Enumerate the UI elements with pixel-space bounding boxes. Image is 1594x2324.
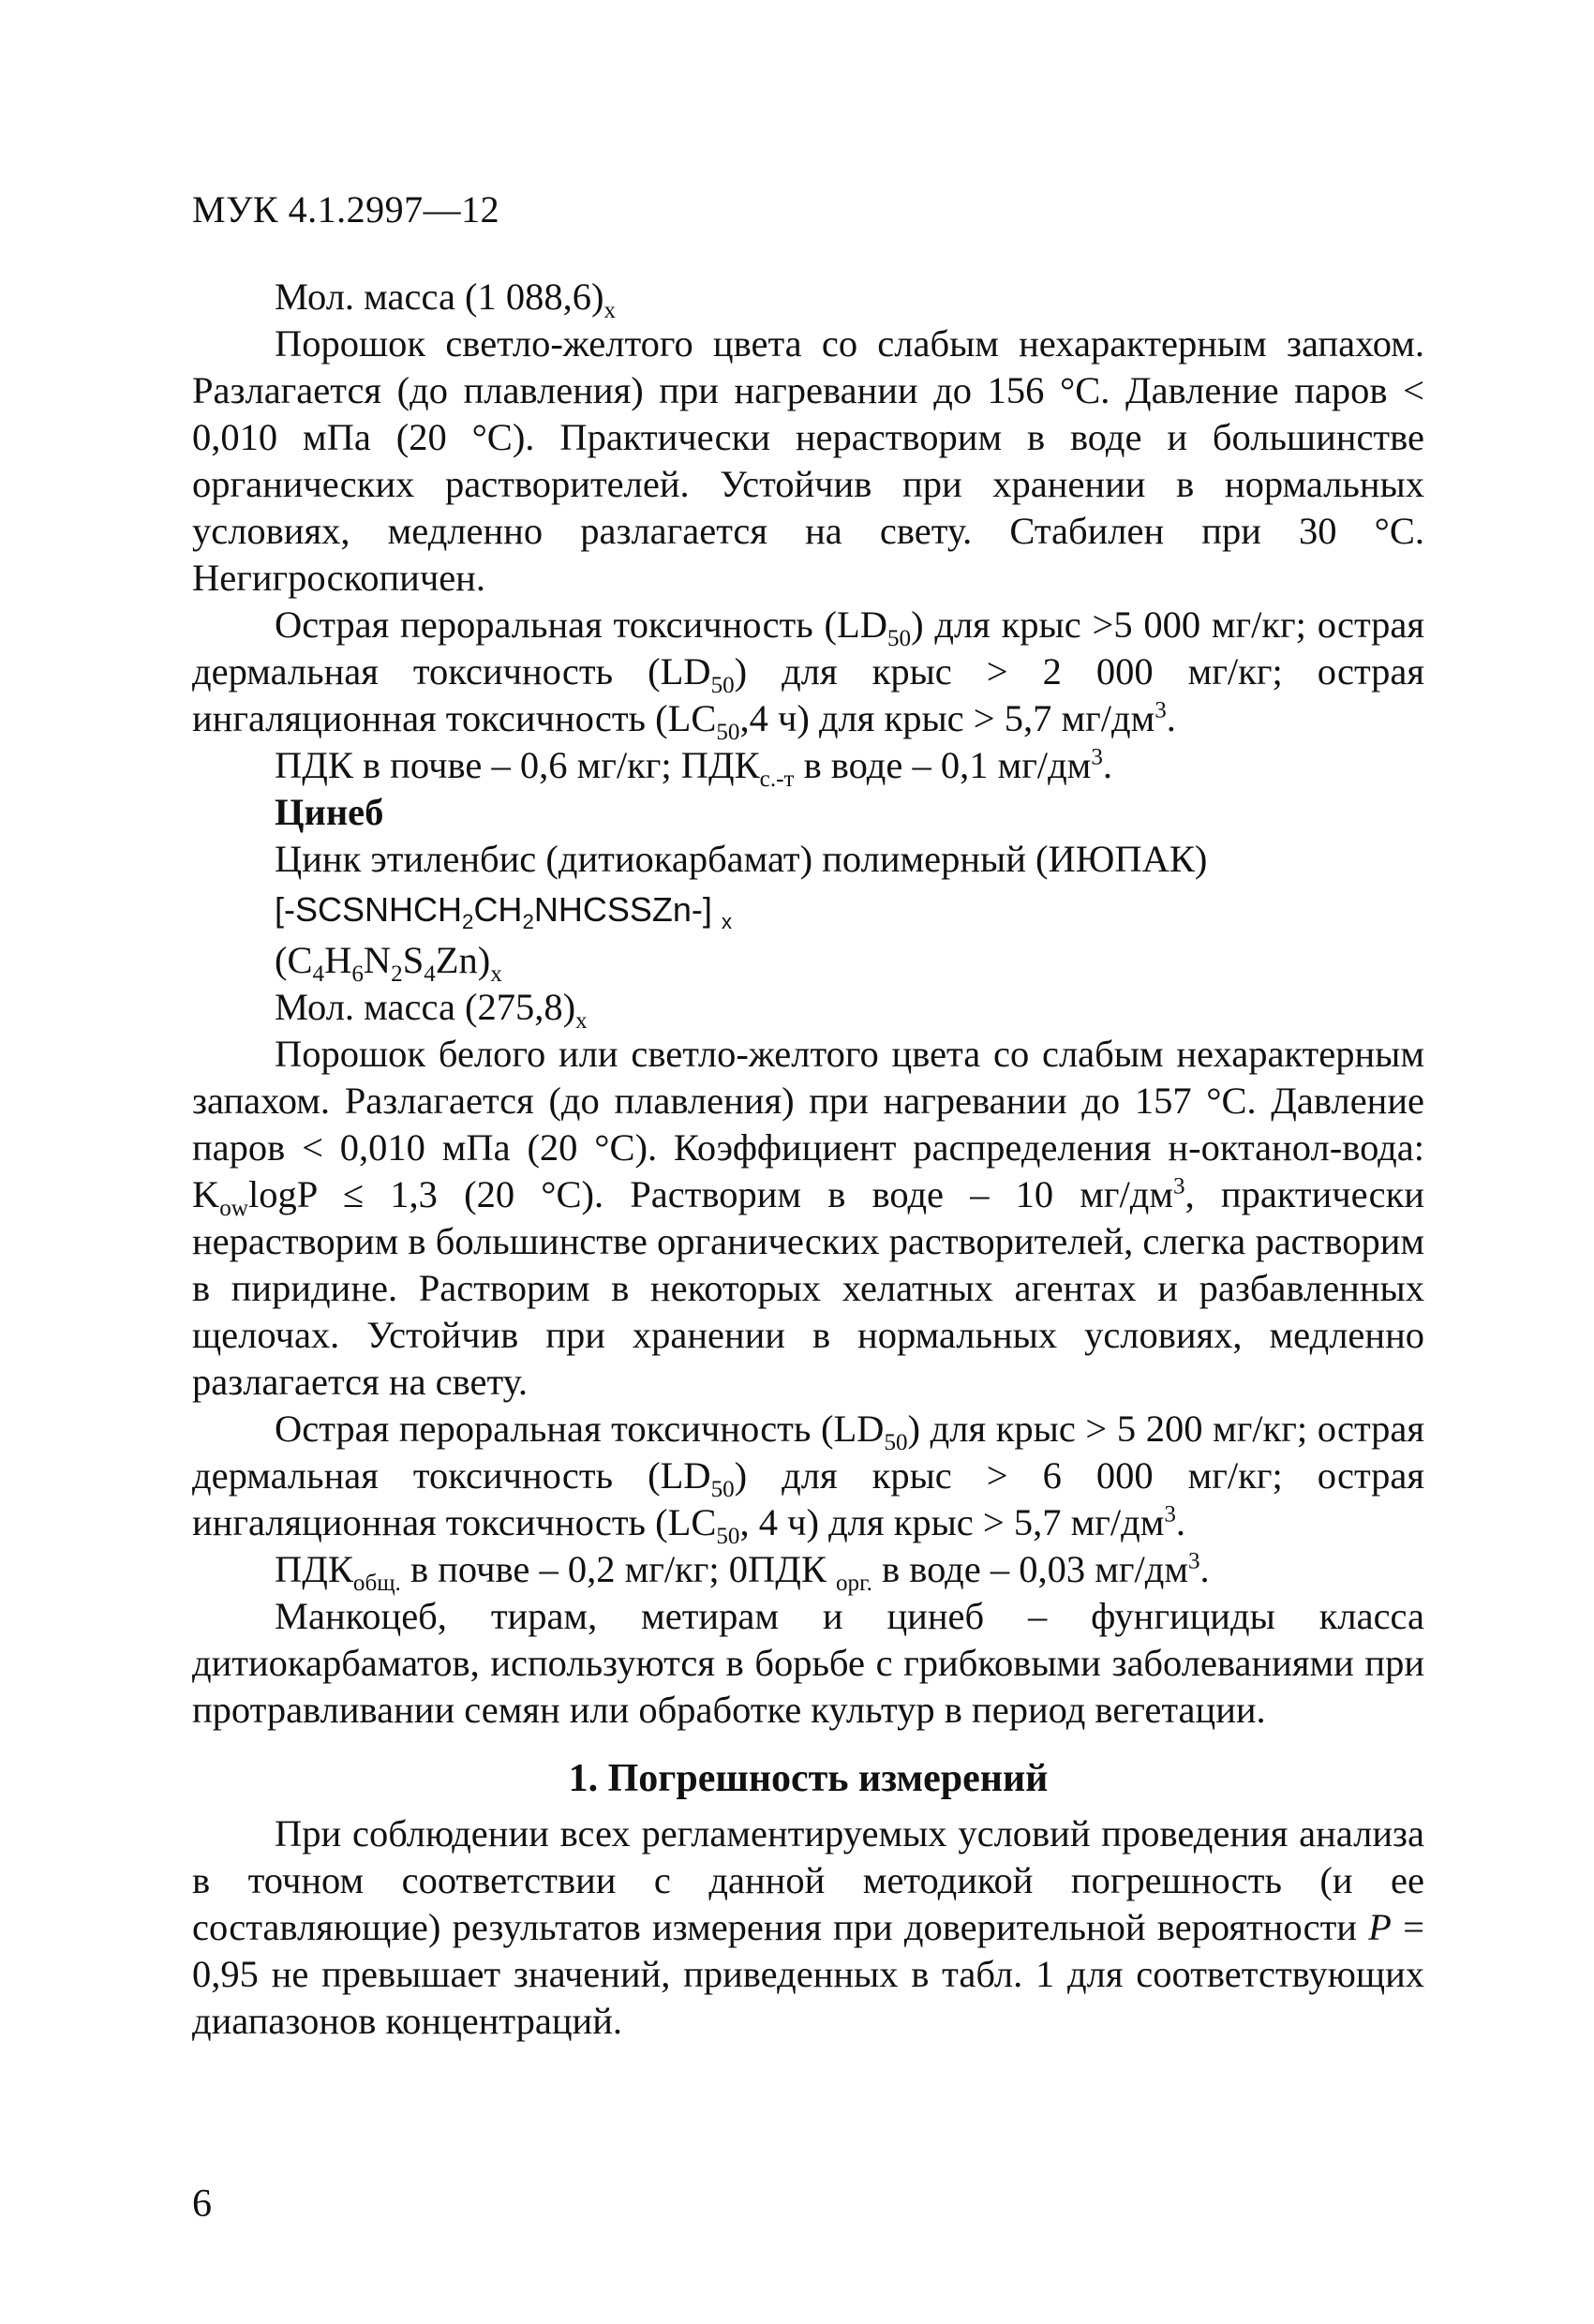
zineb-title: Цинеб [275,791,384,833]
section-paragraph: При соблюдении всех регламентируемых условий проведения анализа в точном соответствии с данной методикой погрешность (и ее составляющие) результатов измерения при доверительной вероятности P = 0,95 не превышает значений, приведенных в табл. 1 для соответствующих диапазонов концентраций. [192,1812,1424,2042]
mol-mass-1: Мол. масса (1 $088,6)_x$ [275,276,617,324]
zineb-structural-formula: $[-SCSNHCH_2CH_2NHCSSZn-]$ $_x$ [275,890,733,934]
zineb-empirical-formula: $(C_4H_6N_2S_4Zn)_x$ [275,939,502,988]
toxicity-paragraph-2: Острая пероральная токсичность $(LD_{50})$ для крыс > 5 200 мг/кг; острая дермальная токсичность $(LD_{50})$ для крыс > 6 000 мг/кг; острая ингаляционная токсичность ($LC_{50}$, 4 ч) для крыс > 5,7 $мг/дм^3$. [192,1408,1425,1550]
document-header: МУК 4.1.2997—12 [192,188,500,231]
description-paragraph-2: Порошок белого или светло-желтого цвета со слабым нехарактерным запахом. Разлагается (до плавления) при нагревании до 157 °С. Давление паров < 0,010 мПа (20 °С). Коэффициент распределения н-октанол-вода: $K_{ow}\log P \le 1,3$ (20 °С). Растворим в воде – 10 $мг/дм^3$, практически нерастворим в большинстве органических растворителей, слегка растворим в пиридине. Растворим в некоторых хелатных агентах и разбавленных щелочах. Устойчив при хранении в нормальных условиях, медленно разлагается на свету. [192,1033,1424,1403]
document-body [192,274,1424,2045]
pdk-paragraph-2: $ПДК_{общ.}$ в почве – 0,2 мг/кг; 0ПДК $_{орг.}$ в воде – 0,03 $мг/дм^3$. [275,1548,1210,1597]
zineb-iupac-name: Цинк этиленбис (дитиокарбамат) полимерный (ИЮПАК) [275,838,1208,880]
summary-paragraph: Манкоцеб, тирам, метирам и цинеб – фунгициды класса дитиокарбаматов, используются в борьбе с грибковыми заболеваниями при протравливании семян или обработке культур в период вегетации. [192,1595,1424,1731]
description-paragraph-1: Порошок светло-желтого цвета со слабым нехарактерным запахом. Разлагается (до плавления) при нагревании до 156 °С. Давление паров < 0,010 мПа (20 °С). Практически нерастворим в воде и большинстве органических растворителей. Устойчив при хранении в нормальных условиях, медленно разлагается на свету. Стабилен при 30 °С. Негигроскопичен. [192,322,1424,599]
page-number: 6 [192,2182,212,2226]
section-heading: 1. Погрешность измерений [568,1757,1049,1800]
toxicity-paragraph-1: Острая пероральная токсичность $(LD_{50})$ для крыс >5 000 мг/кг; острая дермальная токсичность $(LD_{50})$ для крыс > 2 000 мг/кг; острая ингаляционная токсичность ($LC_{50},4$ ч) для крыс > 5,7 $мг/дм^3$. [192,603,1425,746]
pdk-paragraph-1: ПДК в почве – 0,6 мг/кг; $ПДК_{с.-т}$ в воде – 0,1 $мг/дм^3$. [275,744,1112,793]
mol-mass-2: Мол. масса $(275,8)_x$ [275,986,588,1035]
